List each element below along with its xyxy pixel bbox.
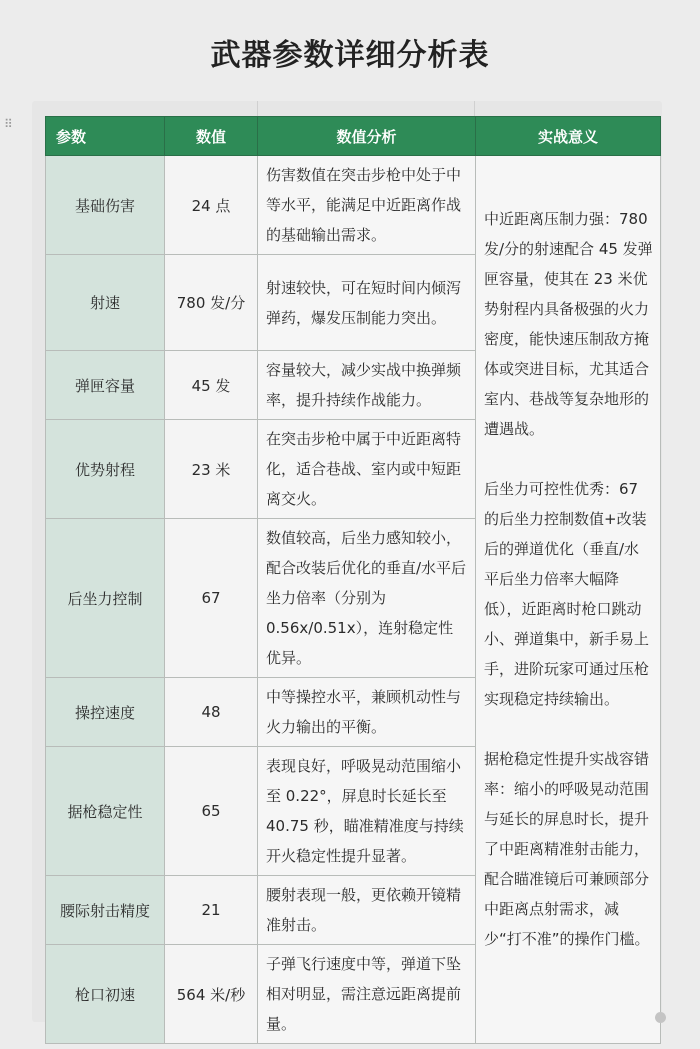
table-header-row [46, 117, 661, 156]
value-cell: 67 [165, 519, 258, 678]
param-cell: 据枪稳定性 [46, 747, 165, 876]
param-cell: 弹匣容量 [46, 351, 165, 420]
analysis-cell: 数值较高，后坐力感知较小，配合改装后优化的垂直/水平后坐力倍率（分别为 0.56x/0.51x），连射稳定性优异。 [258, 519, 476, 678]
param-cell: 基础伤害 [46, 156, 165, 255]
header-value: 数值 [165, 117, 258, 156]
value-cell: 45 发 [165, 351, 258, 420]
header-analysis: 数值分析 [258, 117, 476, 156]
param-cell: 腰际射击精度 [46, 876, 165, 945]
column-guide [474, 101, 475, 117]
analysis-cell: 伤害数值在突击步枪中处于中等水平，能满足中近距离作战的基础输出需求。 [258, 156, 476, 255]
significance-paragraph: 据枪稳定性提升实战容错率：缩小的呼吸晃动范围与延长的屏息时长，提升了中距离精准射击能力，配合瞄准镜后可兼顾部分中距离点射需求，减少“打不准”的操作门槛。 [484, 750, 650, 948]
value-cell: 21 [165, 876, 258, 945]
resize-handle[interactable] [655, 1012, 666, 1023]
param-cell: 枪口初速 [46, 945, 165, 1044]
page-title: 武器参数详细分析表 [210, 38, 490, 73]
param-cell: 操控速度 [46, 678, 165, 747]
value-cell: 24 点 [165, 156, 258, 255]
value-cell: 48 [165, 678, 258, 747]
column-guide [257, 101, 258, 117]
analysis-cell: 子弹飞行速度中等，弹道下坠相对明显，需注意远距离提前量。 [258, 945, 476, 1044]
param-cell: 后坐力控制 [46, 519, 165, 678]
weapon-stats-table [45, 116, 661, 1044]
significance-paragraph: 后坐力可控性优秀：67 的后坐力控制数值+改装后的弹道优化（垂直/水平后坐力倍率大幅降低），近距离时枪口跳动小、弹道集中，新手易上手，进阶玩家可通过压枪实现稳定持续输出。 [484, 480, 650, 708]
param-cell: 射速 [46, 255, 165, 351]
value-cell: 564 米/秒 [165, 945, 258, 1044]
param-cell: 优势射程 [46, 420, 165, 519]
value-cell: 23 米 [165, 420, 258, 519]
value-cell: 65 [165, 747, 258, 876]
analysis-cell: 在突击步枪中属于中近距离特化，适合巷战、室内或中短距离交火。 [258, 420, 476, 519]
table-row [46, 156, 661, 255]
analysis-cell: 容量较大，减少实战中换弹频率，提升持续作战能力。 [258, 351, 476, 420]
analysis-cell: 腰射表现一般，更依赖开镜精准射击。 [258, 876, 476, 945]
header-significance: 实战意义 [476, 117, 661, 156]
drag-handle-icon[interactable]: ⠿ [4, 117, 14, 131]
significance-paragraph: 中近距离压制力强：780 发/分的射速配合 45 发弹匣容量，使其在 23 米优势射程内具备极强的火力密度，能快速压制敌方掩体或突进目标，尤其适合室内、巷战等复杂地形的遭遇战。 [484, 210, 653, 438]
analysis-cell: 射速较快，可在短时间内倾泻弹药，爆发压制能力突出。 [258, 255, 476, 351]
significance-cell [476, 156, 661, 1044]
analysis-cell: 中等操控水平，兼顾机动性与火力输出的平衡。 [258, 678, 476, 747]
header-param: 参数 [46, 117, 165, 156]
analysis-cell: 表现良好，呼吸晃动范围缩小至 0.22°，屏息时长延长至 40.75 秒，瞄准精准度与持续开火稳定性提升显著。 [258, 747, 476, 876]
value-cell: 780 发/分 [165, 255, 258, 351]
